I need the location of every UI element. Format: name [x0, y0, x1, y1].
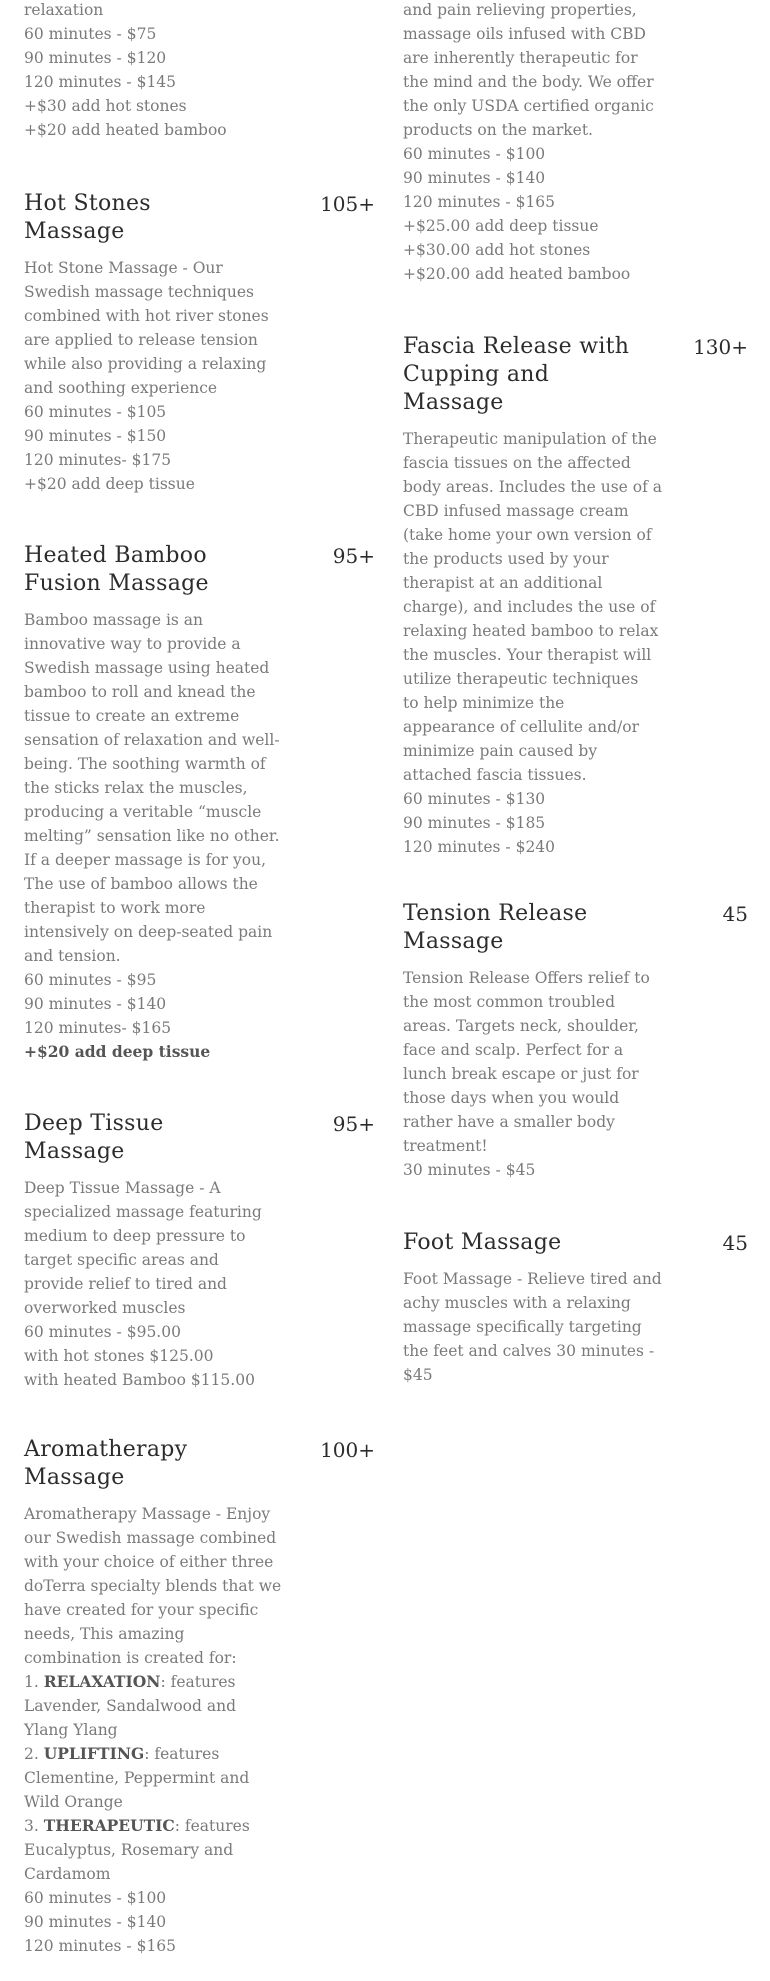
service-hot-stones — [24, 190, 375, 496]
service-description: Hot Stone Massage - Our Swedish massage techniques combined with hot river stones are applied to release tension while also providing a relaxing and soothing experience 60 minutes - $105 90 minutes - $150 120 minutes- $175 +$20 add deep tissue — [24, 259, 269, 493]
service-description: Tension Release Offers relief to the most common troubled areas. Targets neck, shoulder, face and scalp. Perfect for a lunch break escape or just for those days when you would rather have a smaller body treatment! 30 minutes - $45 — [403, 969, 650, 1179]
service-heated-bamboo — [24, 542, 375, 1064]
service-price: 45 — [722, 902, 748, 926]
blend-uplifting: 2. UPLIFTING: features — [24, 1744, 220, 1763]
service-price: 45 — [722, 1231, 748, 1255]
service-tension-release — [403, 900, 748, 1182]
service-description: Aromatherapy Massage - Enjoy our Swedish massage combined with your choice of either three doTerra specialty blends that we have created for your specific needs, This amazing combination is created for: 1. RELAXATION: features Lavender, Sandalwood and Ylang Ylang 2. UPLIFTING: features Clementine, Peppermint and Wild Orange 3. THERAPEUTIC: features Eucalyptus, Rosemary and Cardamom 60 minutes - $100 90 minutes - $140 120 minutes - $165 — [24, 1502, 369, 1958]
service-title: Heated Bamboo Fusion Massage — [24, 543, 209, 596]
service-header — [24, 1110, 375, 1166]
service-description: Bamboo massage is an innovative way to provide a Swedish massage using heated bamboo to roll and knead the tissue to create an extreme sensation of relaxation and well- being. The soothing warmth of the sticks relax the muscles, producing a veritable “muscle melting” sensation like no other. If a deeper massage is for you, The use of bamboo allows the therapist to work more intensively on deep-seated pain and tension. 60 minutes - $95 90 minutes - $140 120 minutes- $165 +$20 add deep tissue — [24, 611, 280, 1061]
service-header — [403, 900, 748, 956]
service-price: 100+ — [320, 1438, 375, 1462]
service-price: 105+ — [320, 192, 375, 216]
service-aromatherapy — [24, 1436, 375, 1958]
service-fascia-release — [403, 333, 748, 859]
service-description: Therapeutic manipulation of the fascia tissues on the affected body areas. Includes the use of a CBD infused massage cream (take home your own version of the products used by your therapist at an additional charge), and includes the use of relaxing heated bamboo to relax the muscles. Your therapist will utilize therapeutic techniques to help minimize the appearance of cellulite and/or minimize pain caused by attached fascia tissues. 60 minutes - $130 90 minutes - $185 120 minutes - $240 — [403, 430, 663, 856]
service-title: Deep Tissue Massage — [24, 1111, 164, 1164]
service-header — [403, 1229, 748, 1257]
left-top-fragment: relaxation 60 minutes - $75 90 minutes - $120 120 minutes - $145 +$30 add hot stones +$20 add heated bamboo — [24, 1, 227, 139]
service-header — [403, 333, 748, 417]
service-deep-tissue — [24, 1110, 375, 1392]
service-description: Deep Tissue Massage - A specialized massage featuring medium to deep pressure to target specific areas and provide relief to tired and overworked muscles 60 minutes - $95.00 with hot stones $125.00 with heated Bamboo $115.00 — [24, 1179, 262, 1389]
add-on-bold: +$20 add deep tissue — [24, 1042, 211, 1061]
service-title: Tension Release Massage — [403, 901, 588, 954]
service-title: Hot Stones Massage — [24, 191, 151, 244]
service-title: Fascia Release with Cupping and Massage — [403, 334, 630, 415]
service-header — [24, 190, 375, 246]
service-header — [24, 542, 375, 598]
service-title: Foot Massage — [403, 1230, 562, 1255]
service-header — [24, 1436, 375, 1492]
service-foot-massage — [403, 1229, 748, 1387]
service-price: 95+ — [332, 544, 375, 568]
right-top-fragment: and pain relieving properties, massage oils infused with CBD are inherently therapeutic for the mind and the body. We offer the only USDA certified organic products on the market. 60 minutes - $100 90 minutes - $140 120 minutes - $165 +$25.00 add deep tissue +$30.00 add hot stones +$20.00 add heated bamboo — [403, 1, 654, 283]
service-price: 95+ — [332, 1112, 375, 1136]
blend-relaxation: 1. RELAXATION: features — [24, 1672, 236, 1691]
service-description: Foot Massage - Relieve tired and achy muscles with a relaxing massage specifically targeting the feet and calves 30 minutes - $45 — [403, 1270, 662, 1384]
service-price: 130+ — [693, 335, 748, 359]
service-title: Aromatherapy Massage — [24, 1437, 188, 1490]
blend-therapeutic: 3. THERAPEUTIC: features — [24, 1816, 250, 1835]
